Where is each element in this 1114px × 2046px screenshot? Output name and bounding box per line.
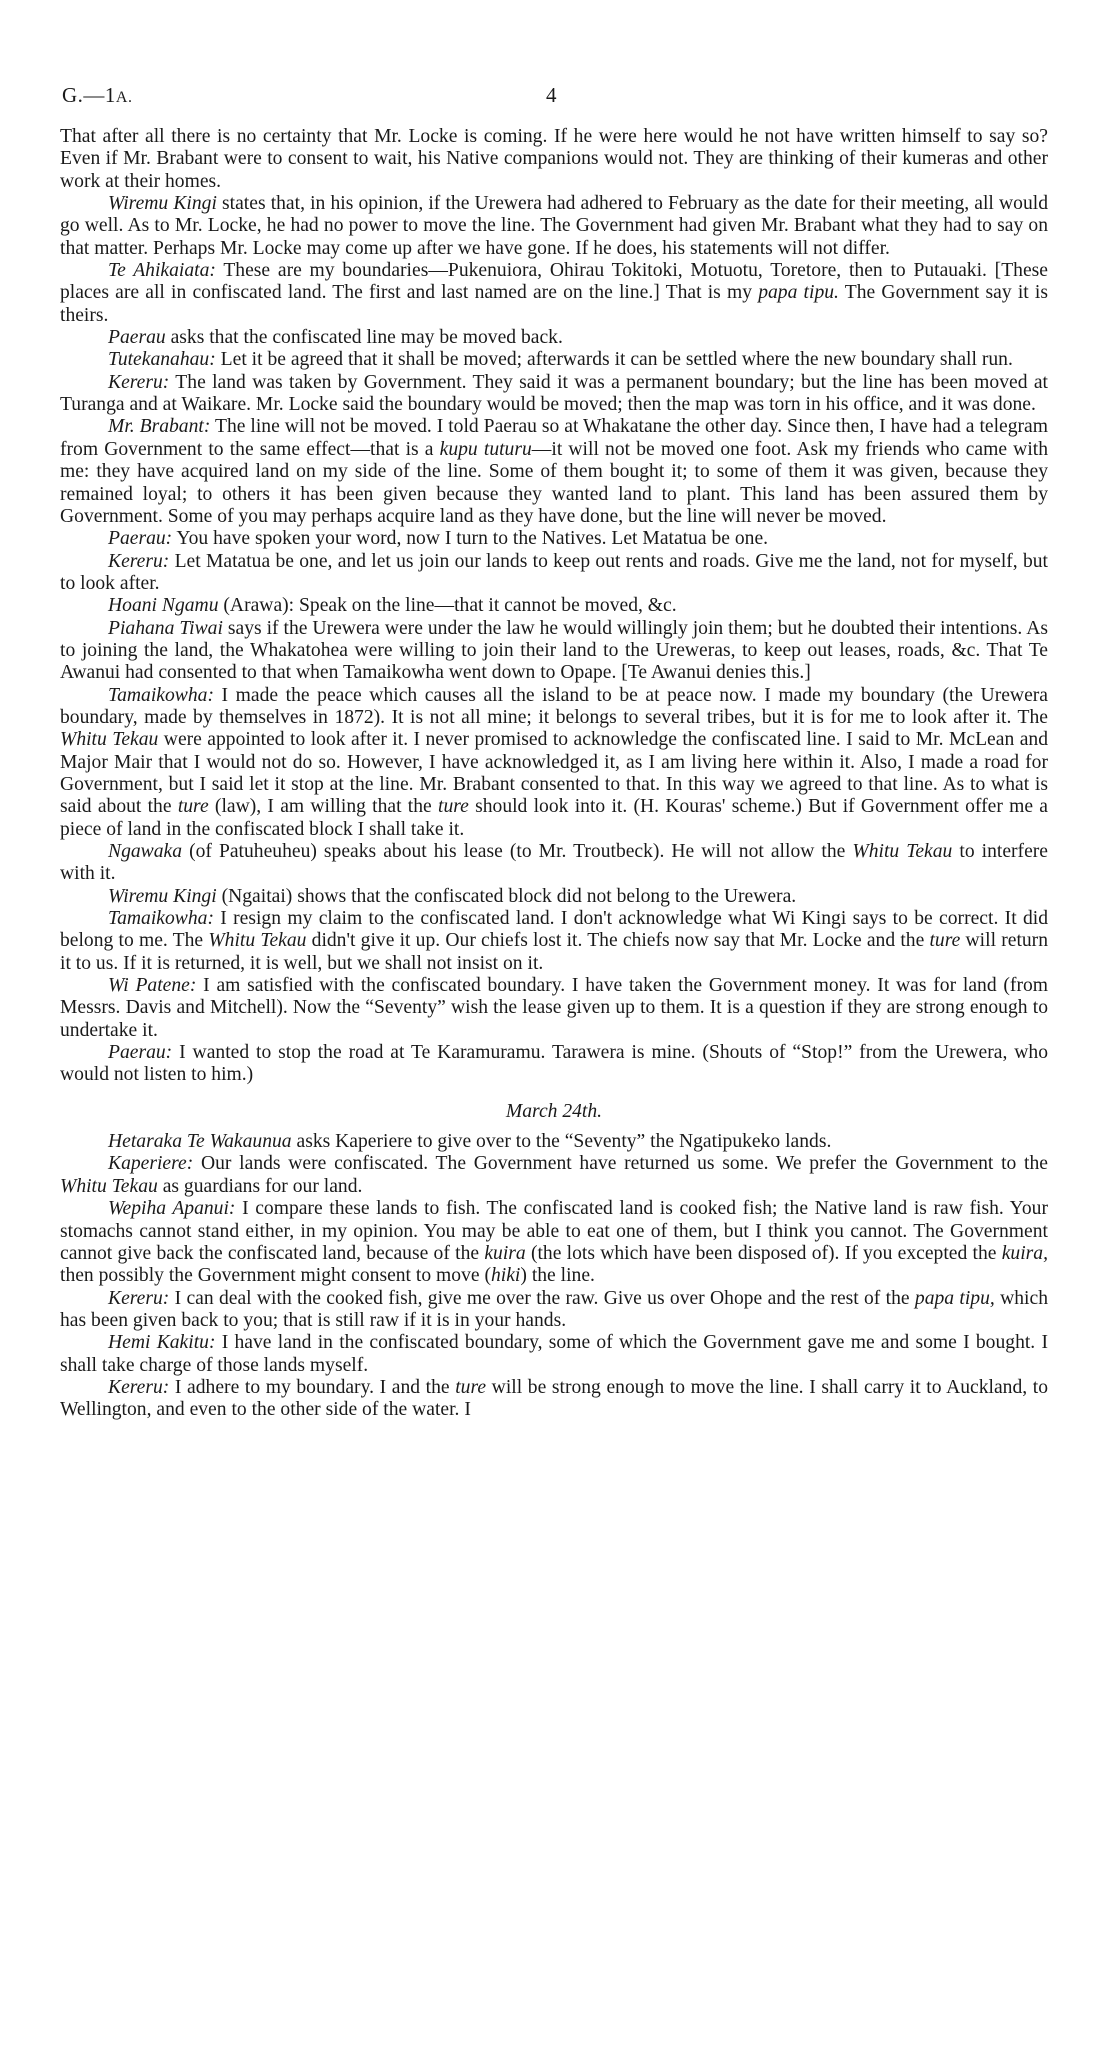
paragraph-text: ) the line. bbox=[520, 1265, 595, 1287]
paragraph-text: asks Kaperiere to give over to the “Seventy” the Ngatipukeko lands. bbox=[291, 1131, 832, 1153]
paragraph-text: which has been given back to you; that is still raw if it is in your hands. bbox=[60, 1287, 1048, 1331]
emphasis-text: ture bbox=[438, 796, 469, 818]
emphasis-text: kuira, bbox=[1001, 1242, 1048, 1264]
paragraph-text: You have spoken your word, now I turn to the Natives. Let Matatua be one. bbox=[172, 528, 769, 550]
paragraph bbox=[60, 618, 1048, 685]
speaker-name: Piahana Tiwai bbox=[108, 617, 223, 639]
paragraph-text: (the lots which have been disposed of). If you excepted the bbox=[525, 1242, 1002, 1264]
paragraph bbox=[60, 1332, 1048, 1377]
paragraph-text: I am satisfied with the confiscated boundary. I have taken the Government money. It was for land (from Messrs. Davis and Mitchell). Now the “Seventy” wish the lease given up to them. It is a question if they are strong enough to undertake it. bbox=[60, 975, 1049, 1041]
speaker-name: Hoani Ngamu bbox=[108, 595, 219, 617]
paragraph-text: The line will not be moved. I told Paerau so at Whakatane the other day. Since then, I have had a telegram from Government to the same effect—that is a bbox=[60, 416, 1048, 460]
speaker-name: Mr. Brabant: bbox=[108, 416, 211, 438]
speaker-name: Hemi Kakitu: bbox=[108, 1332, 216, 1354]
body-text bbox=[60, 126, 1048, 1422]
paragraph bbox=[60, 685, 1048, 841]
emphasis-text: Whitu Tekau bbox=[60, 729, 159, 751]
speaker-name: Kereru: bbox=[108, 550, 170, 572]
paragraph-text: (of Patuheuheu) speaks about his lease (to Mr. Troutbeck). He will not allow the bbox=[182, 841, 853, 862]
speaker-name: Wiremu Kingi bbox=[108, 885, 217, 907]
paragraph-text: (law), I am willing that the bbox=[208, 796, 438, 818]
emphasis-text: Whitu Tekau bbox=[60, 1175, 158, 1197]
paragraph-text: I compare these lands to fish. The confiscated land is cooked fish; the Native land is raw fish. Your stomachs cannot stand either, in my opinion. You may be able to eat one of them, but I think you cannot. The Government cannot give back the confiscated land, because of the bbox=[60, 1198, 1048, 1264]
paragraph-text: should look into it. (H. Kouras' scheme.) But if Government offer me a piece of land in the confiscated block I shall take it. bbox=[60, 796, 1048, 840]
paragraph-text: Let it be agreed that it shall be moved; afterwards it can be settled where the new boundary shall run. bbox=[215, 349, 1013, 371]
paragraph bbox=[60, 126, 1048, 193]
paragraph-text: asks that the confiscated line may be moved back. bbox=[165, 327, 563, 349]
page-number: 4 bbox=[546, 83, 557, 107]
paragraph bbox=[60, 260, 1048, 327]
speaker-name: Paerau: bbox=[108, 528, 173, 550]
speaker-name: Kaperiere: bbox=[108, 1153, 194, 1175]
paragraph-text: will return it to us. If it is returned, it is well, but we shall not insist on it. bbox=[60, 930, 1049, 974]
paragraph bbox=[60, 193, 1048, 260]
paragraph bbox=[60, 528, 1048, 550]
paragraph-text: I have land in the confiscated boundary, some of which the Government gave me and some I bought. I shall take charge of those lands myself. bbox=[60, 1332, 1048, 1376]
paragraph-text: —it will not be moved one foot. Ask my friends who came with me: they have acquired land on my side of the line. Some of them bought it; to some of them it was given, because they remained loyal; to others it has been given because they wanted land to plant. This land has been assured them by Government. Some of you may perhaps acquire land as they have done, but the line will never be moved. bbox=[60, 438, 1048, 527]
emphasis-text: Whitu Tekau bbox=[852, 841, 953, 862]
speaker-name: Wiremu Kingi bbox=[108, 193, 217, 215]
emphasis-text: kuira bbox=[484, 1242, 526, 1264]
speaker-name: Paerau bbox=[108, 327, 166, 349]
document-reference: G.—1A. bbox=[62, 83, 133, 107]
paragraph bbox=[60, 1042, 1048, 1087]
speaker-name: Kereru: bbox=[108, 1287, 170, 1309]
paragraph-text: (Ngaitai) shows that the confiscated block did not belong to the Urewera. bbox=[216, 885, 797, 907]
paragraph bbox=[60, 595, 1048, 617]
paragraph-text: Let Matatua be one, and let us join our lands to keep out rents and roads. Give me the land, not for myself, but to look after. bbox=[60, 550, 1048, 594]
speaker-name: Ngawaka bbox=[108, 841, 183, 862]
document-page bbox=[60, 0, 1048, 2046]
paragraph-text: as guardians for our land. bbox=[157, 1175, 363, 1197]
paragraph bbox=[60, 886, 1048, 908]
paragraph-text: to interfere with it. bbox=[60, 841, 1049, 885]
speaker-name: Kereru: bbox=[108, 1376, 170, 1398]
paragraph bbox=[60, 1288, 1048, 1333]
paragraph-text: says if the Urewera were under the law he would willingly join them; but he doubted their intentions. As to joining the land, the Whakatohea were willing to join their land to the Ureweras, to keep out leases, roads, &c. That Te Awanui had consented to that when Tamaikowha went down to Opape. [Te Awanui denies this.] bbox=[60, 617, 1048, 684]
paragraph bbox=[60, 1377, 1048, 1422]
paragraph-text: I resign my claim to the confiscated land. I don't acknowledge what Wi Kingi says to be correct. It did belong to me. The bbox=[60, 908, 1048, 952]
paragraph bbox=[60, 551, 1048, 596]
emphasis-text: papa tipu, bbox=[914, 1287, 995, 1309]
paragraph bbox=[60, 327, 1048, 349]
paragraph-text: That after all there is no certainty that Mr. Locke is coming. If he were here would he not have written himself to say so? Even if Mr. Brabant were to consent to wait, his Native companions would not. They are thinking of their kumeras and other work at their homes. bbox=[60, 126, 1048, 192]
paragraph-text: didn't give it up. Our chiefs lost it. The chiefs now say that Mr. Locke and the bbox=[306, 930, 930, 952]
paragraph bbox=[60, 372, 1048, 417]
paragraph bbox=[60, 908, 1048, 975]
speaker-name: Tutekanahau: bbox=[108, 349, 216, 371]
paragraph bbox=[60, 841, 1048, 886]
speaker-name: Wepiha Apanui: bbox=[108, 1198, 236, 1220]
emphasis-text: ture bbox=[177, 796, 209, 818]
paragraph bbox=[60, 1153, 1048, 1198]
minutes-section-march-23 bbox=[60, 126, 1048, 1087]
speaker-name: Tamaikowha: bbox=[108, 684, 214, 706]
paragraph-text: states that, in his opinion, if the Urewera had adhered to February as the date for their meeting, all would go well. As to Mr. Locke, he had no power to move the line. The Government had given Mr. Brabant what they had to say on that matter. Perhaps Mr. Locke may come up after we have gone. If he does, his statements will not differ. bbox=[60, 193, 1048, 259]
emphasis-text: hiki bbox=[491, 1265, 521, 1287]
paragraph-text: then possibly the Government might consent to move ( bbox=[60, 1265, 491, 1287]
paragraph-text: I made the peace which causes all the island to be at peace now. I made my boundary (the Urewera boundary, made by themselves in 1872). It is not all mine; it belongs to several tribes, but it is for me to look after it. The bbox=[60, 684, 1048, 728]
emphasis-text: kupu tuturu bbox=[439, 438, 532, 460]
emphasis-text: Whitu Tekau bbox=[208, 930, 307, 952]
emphasis-text: papa tipu. bbox=[758, 282, 839, 304]
emphasis-text: ture bbox=[929, 930, 961, 952]
paragraph-text: will be strong enough to move the line. I shall carry it to Auckland, to Wellington, and even to the other side of the water. I bbox=[60, 1376, 1048, 1421]
paragraph bbox=[60, 1131, 1048, 1153]
paragraph-text: I can deal with the cooked fish, give me over the raw. Give us over Ohope and the rest of the bbox=[169, 1287, 915, 1309]
paragraph-text: were appointed to look after it. I never promised to acknowledge the confiscated line. I said to Mr. McLean and Major Mair that I would not do so. However, I have acknowledged it, as I am living here within it. Also, I made a road for Government, but I said let it stop at the line. Mr. Brabant consented to that. In this way we agreed to that line. As to what is said about the bbox=[60, 729, 1048, 818]
speaker-name: Tamaikowha: bbox=[108, 908, 214, 930]
paragraph-text: The land was taken by Government. They said it was a permanent boundary; but the line has been moved at Turanga and at Waikare. Mr. Locke said the boundary would be moved; then the map was torn in his office, and it was done. bbox=[60, 371, 1048, 416]
speaker-name: Wi Patene: bbox=[108, 975, 197, 997]
speaker-name: Kereru: bbox=[108, 371, 170, 393]
paragraph-text: Our lands were confiscated. The Government have returned us some. We prefer the Government to the bbox=[193, 1153, 1048, 1175]
paragraph-text: The Government say it is theirs. bbox=[60, 282, 1049, 326]
date-heading: March 24th. bbox=[505, 1100, 603, 1122]
paragraph-text: These are my boundaries—Pukenuiora, Ohirau Tokitoki, Motuotu, Toretore, then to Putauaki. [These places are all in confiscated land. The first and last named are on the line.] That is my bbox=[60, 260, 1048, 304]
paragraph bbox=[60, 349, 1048, 371]
speaker-name: Paerau: bbox=[108, 1042, 173, 1064]
emphasis-text: ture bbox=[455, 1376, 487, 1398]
paragraph-text: I wanted to stop the road at Te Karamuramu. Tarawera is mine. (Shouts of “Stop!” from the Urewera, who would not listen to him.) bbox=[60, 1042, 1048, 1086]
minutes-section-march-24 bbox=[60, 1131, 1048, 1421]
page-header bbox=[60, 84, 1048, 110]
speaker-name: Te Ahikaiata: bbox=[108, 260, 216, 282]
paragraph bbox=[60, 416, 1048, 528]
paragraph bbox=[60, 1198, 1048, 1287]
paragraph-text: (Arawa): Speak on the line—that it cannot be moved, &c. bbox=[218, 595, 677, 617]
paragraph bbox=[60, 975, 1048, 1042]
paragraph-text: I adhere to my boundary. I and the bbox=[169, 1376, 456, 1398]
speaker-name: Hetaraka Te Wakaunua bbox=[108, 1131, 292, 1153]
